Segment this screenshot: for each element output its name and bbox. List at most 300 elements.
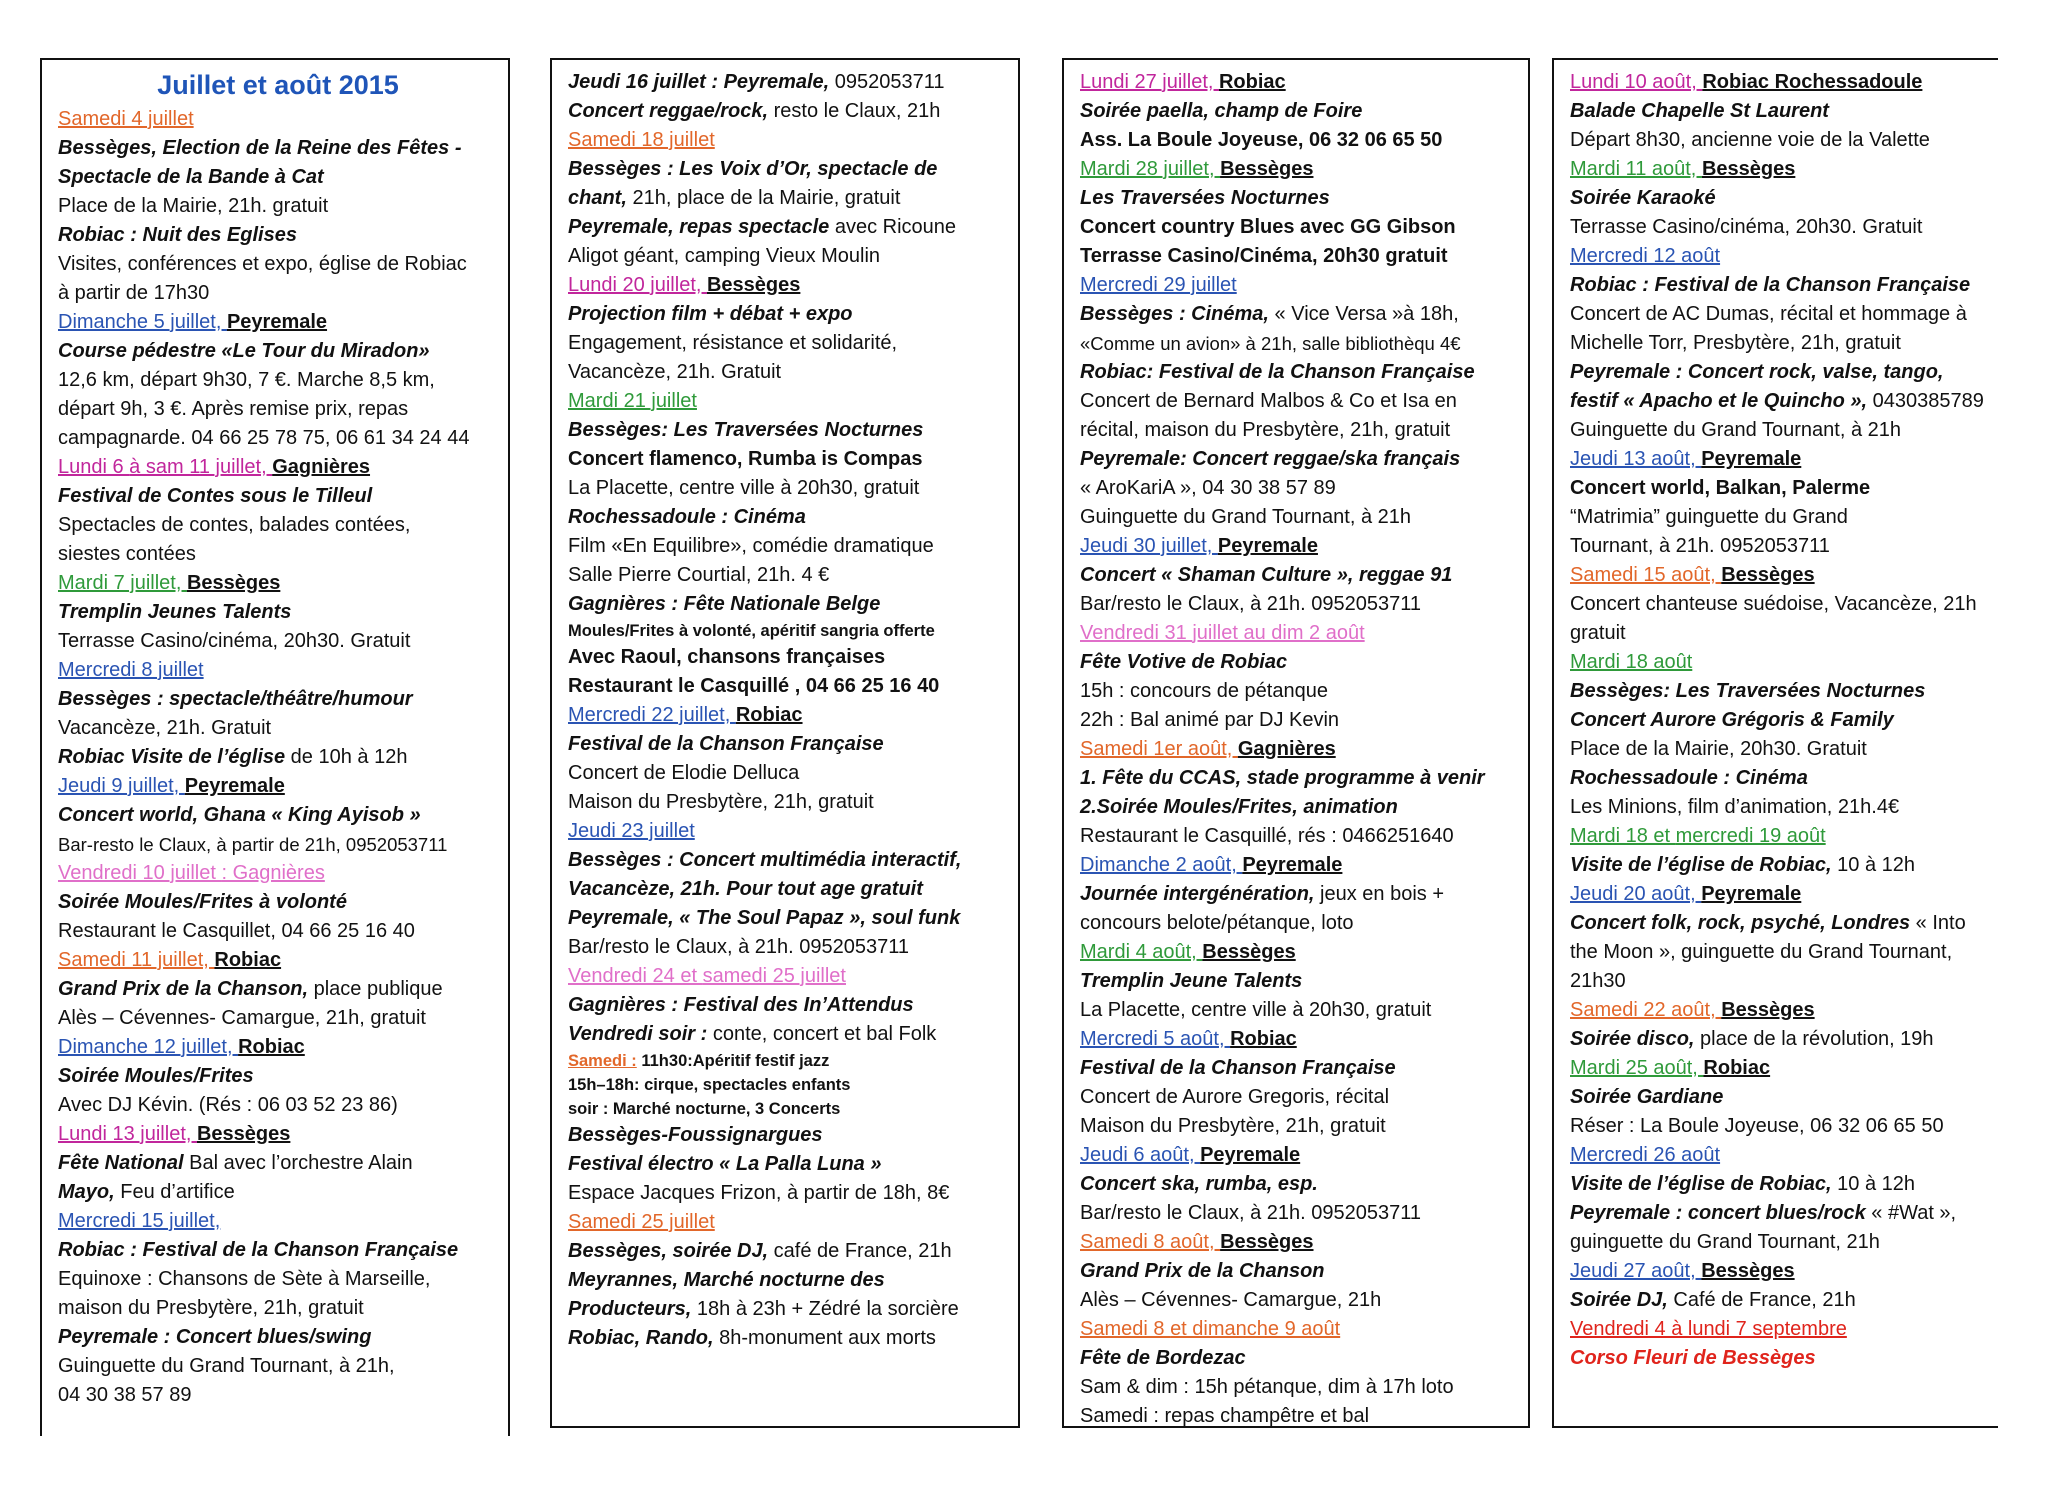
- event-text: Les Traversées Nocturnes: [1080, 187, 1330, 209]
- event-line: [58, 221, 498, 250]
- event-line: [568, 242, 1008, 271]
- event-line: [568, 1266, 1008, 1295]
- event-text: « Vice Versa »à 18h,: [1268, 303, 1459, 325]
- event-text: guinguette du Grand Tournant, 21h: [1570, 1231, 1880, 1253]
- event-text: Concert de AC Dumas, récital et hommage à: [1570, 303, 1967, 325]
- event-text: Equinoxe : Chansons de Sète à Marseille,: [58, 1268, 431, 1290]
- event-line: [568, 788, 1008, 817]
- event-line: [568, 590, 1008, 619]
- event-text: 10 à 12h: [1831, 1173, 1915, 1195]
- event-text: Mercredi 12 août: [1570, 245, 1721, 267]
- event-text: Robiac : Festival de la Chanson Française: [1570, 274, 1971, 296]
- event-date: [1570, 880, 1988, 909]
- event-date: [1080, 1315, 1518, 1344]
- event-line: [58, 163, 498, 192]
- event-text: Samedi 15 août,: [1570, 564, 1722, 586]
- event-text: Concert Aurore Grégoris & Family: [1570, 709, 1894, 731]
- event-text: Jeudi 6 août,: [1080, 1144, 1201, 1166]
- event-line: [1570, 358, 1988, 387]
- event-text: Tremplin Jeunes Talents: [58, 601, 292, 623]
- event-line: [568, 561, 1008, 590]
- event-line: [568, 619, 1008, 643]
- event-text: récital, maison du Presbytère, 21h, gratuit: [1080, 419, 1451, 441]
- event-date: [568, 1208, 1008, 1237]
- event-text: Samedi 8: [1080, 1318, 1171, 1340]
- event-line: [58, 511, 498, 540]
- event-line: [1570, 793, 1988, 822]
- event-text: Robiac: Festival de la Chanson Française: [1080, 361, 1475, 383]
- event-text: 2.Soirée Moules/Frites, animation: [1080, 796, 1398, 818]
- event-text: Soirée disco,: [1570, 1028, 1695, 1050]
- event-line: [1570, 764, 1988, 793]
- event-text: Bal avec l’orchestre Alain: [183, 1152, 413, 1174]
- event-text: maison du Presbytère, 21h, gratuit: [58, 1297, 364, 1319]
- event-line: [1570, 967, 1988, 996]
- event-line: [1080, 822, 1518, 851]
- event-line: [568, 672, 1008, 701]
- event-text: Rando,: [640, 1327, 714, 1349]
- event-text: Peyremale, repas spectacle: [568, 216, 830, 238]
- event-line: [1570, 1112, 1988, 1141]
- event-line: [58, 1004, 498, 1033]
- event-text: Spectacle de la Bande à Cat: [58, 166, 324, 188]
- event-date: [568, 701, 1008, 730]
- event-text: Ass. La Boule Joyeuse, 06 32 06 65 50: [1080, 129, 1443, 151]
- event-text: 10 à 12h: [1831, 854, 1915, 876]
- event-line: [58, 424, 498, 453]
- event-date: [58, 656, 498, 685]
- event-line: [1080, 793, 1518, 822]
- event-line: [568, 1324, 1008, 1353]
- event-text: 0430385789: [1867, 390, 1984, 412]
- event-line: [568, 991, 1008, 1020]
- event-text: festif « Apacho et le Quincho »,: [1570, 390, 1868, 412]
- event-line: [568, 1179, 1008, 1208]
- event-text: Peyremale, « The Soul Papaz », soul funk: [568, 907, 961, 929]
- event-text: Sam & dim : 15h pétanque, dim à 17h loto: [1080, 1376, 1454, 1398]
- event-line: [58, 1352, 498, 1381]
- event-text: Rochessadoule : Cinéma: [568, 506, 806, 528]
- event-date: [58, 946, 498, 975]
- event-text: Meyrannes, Marché nocturne des: [568, 1269, 885, 1291]
- event-text: Visite de l’église de Robiac,: [1570, 1173, 1832, 1195]
- event-text: Robiac: [214, 949, 282, 971]
- event-date: [1570, 1315, 1988, 1344]
- event-line: [1080, 329, 1518, 358]
- event-text: 18h à 23h + Zédré la sorcière: [691, 1298, 959, 1320]
- event-text: Tremplin Jeune Talents: [1080, 970, 1303, 992]
- event-text: the Moon », guinguette du Grand Tournant,: [1570, 941, 1953, 963]
- event-text: 04 30 38 57 89: [58, 1384, 192, 1406]
- event-text: Concert reggae/rock,: [568, 100, 769, 122]
- event-text: Avec Raoul, chansons françaises: [568, 646, 886, 668]
- event-line: [568, 933, 1008, 962]
- event-date: [58, 1120, 498, 1149]
- event-line: [568, 97, 1008, 126]
- event-text: Jeudi 30 juillet,: [1080, 535, 1218, 557]
- event-text: Terrasse Casino/cinéma, 20h30. Gratuit: [58, 630, 411, 652]
- event-line: [1080, 416, 1518, 445]
- event-line: [1570, 126, 1988, 155]
- event-line: [58, 134, 498, 163]
- event-line: [1570, 1344, 1988, 1373]
- event-text: Robiac Visite de l’église: [58, 746, 286, 768]
- event-text: Fête Votive de Robiac: [1080, 651, 1288, 673]
- event-text: avec Ricoune: [829, 216, 957, 238]
- event-text: Les Minions, film d’animation, 21h.4€: [1570, 796, 1900, 818]
- event-text: Bessèges : Cinéma,: [1080, 303, 1269, 325]
- event-line: [1570, 938, 1988, 967]
- event-line: [568, 759, 1008, 788]
- event-text: Spectacles de contes, balades contées,: [58, 514, 411, 536]
- event-text: Dimanche 2 août,: [1080, 854, 1243, 876]
- event-text: Bessèges: [1202, 941, 1296, 963]
- event-line: [1080, 880, 1518, 909]
- event-date: [1080, 271, 1518, 300]
- event-text: Jeudi 20 août,: [1570, 883, 1702, 905]
- event-text: Lundi 6: [58, 456, 130, 478]
- event-text: Alès – Cévennes- Camargue, 21h: [1080, 1289, 1382, 1311]
- event-date: [1570, 445, 1988, 474]
- event-text: Soirée Gardiane: [1570, 1086, 1724, 1108]
- event-text: Bessèges : Concert multimédia interactif,: [568, 849, 962, 871]
- event-line: [1080, 1344, 1518, 1373]
- event-line: [1080, 97, 1518, 126]
- page-title: Juillet et août 2015: [157, 70, 399, 100]
- event-date: [1080, 619, 1518, 648]
- event-text: Jeudi 27 août,: [1570, 1260, 1702, 1282]
- event-text: Maison du Presbytère, 21h, gratuit: [1080, 1115, 1386, 1137]
- event-line: [1080, 1402, 1518, 1428]
- event-line: [58, 917, 498, 946]
- event-line: [1080, 1083, 1518, 1112]
- event-text: 15h : concours de pétanque: [1080, 680, 1328, 702]
- event-line: [568, 1073, 1008, 1097]
- event-text: Lundi 13 juillet,: [58, 1123, 197, 1145]
- event-text: Terrasse Casino/Cinéma, 20h30 gratuit: [1080, 245, 1448, 267]
- event-text: Corso Fleuri de Bessèges: [1570, 1347, 1816, 1369]
- event-text: Soirée paella, champ de Foire: [1080, 100, 1363, 122]
- event-text: Balade Chapelle St Laurent: [1570, 100, 1829, 122]
- event-text: Restaurant le Casquillet, 04 66 25 16 40: [58, 920, 415, 942]
- event-date: [58, 772, 498, 801]
- event-date: [1570, 1257, 1988, 1286]
- event-text: : Gagnières: [221, 862, 325, 884]
- event-line: [568, 532, 1008, 561]
- event-text: 1. Fête du CCAS, stade programme à venir: [1080, 767, 1485, 789]
- event-text: Maison du Presbytère, 21h, gratuit: [568, 791, 874, 813]
- event-text: Robiac Rochessadoule: [1702, 71, 1923, 93]
- event-line: [1570, 213, 1988, 242]
- event-text: Mardi 18 et: [1570, 825, 1676, 847]
- event-line: [568, 643, 1008, 672]
- event-date: [58, 1033, 498, 1062]
- event-text: Mardi 21 juillet: [568, 390, 697, 412]
- event-line: [1080, 764, 1518, 793]
- event-text: Producteurs,: [568, 1298, 692, 1320]
- event-text: Peyremale : Concert blues/swing: [58, 1326, 372, 1348]
- event-line: [568, 846, 1008, 875]
- event-line: [1570, 590, 1988, 619]
- event-line: [1080, 677, 1518, 706]
- event-text: Robiac: [1703, 1057, 1771, 1079]
- event-text: Bessèges, Election de la Reine des Fêtes -: [58, 137, 462, 159]
- event-date: [1570, 561, 1988, 590]
- event-text: place publique: [308, 978, 443, 1000]
- event-line: [1080, 184, 1518, 213]
- event-line: [1080, 1112, 1518, 1141]
- event-text: La Placette, centre ville à 20h30, gratuit: [568, 477, 920, 499]
- event-line: [568, 1049, 1008, 1073]
- event-text: Bar-resto le Claux, à partir de 21h, 0952053711: [58, 834, 448, 855]
- event-text: Visites, conférences et expo, église de Robiac: [58, 253, 467, 275]
- event-date: [1570, 996, 1988, 1025]
- event-text: Festival électro « La Palla Luna »: [568, 1153, 882, 1175]
- event-text: Départ 8h30, ancienne voie de la Valette: [1570, 129, 1930, 151]
- event-text: gratuit: [1570, 622, 1626, 644]
- event-text: Concert ska, rumba, esp.: [1080, 1173, 1318, 1195]
- event-line: [568, 1020, 1008, 1049]
- event-date: [1570, 1141, 1988, 1170]
- event-text: Course pédestre «Le Tour du Miradon»: [58, 340, 430, 362]
- event-text: Bessèges: [1701, 1260, 1795, 1282]
- event-line: [58, 1062, 498, 1091]
- event-line: [568, 503, 1008, 532]
- event-text: Dimanche 5 juillet,: [58, 311, 227, 333]
- event-line: [58, 1294, 498, 1323]
- event-line: [1570, 909, 1988, 938]
- event-text: Bar/resto le Claux, à 21h. 0952053711: [568, 936, 909, 958]
- event-line: [58, 1178, 498, 1207]
- event-text: Bessèges: [1220, 158, 1314, 180]
- event-text: Bar/resto le Claux, à 21h. 0952053711: [1080, 593, 1421, 615]
- event-text: Projection film + débat + expo: [568, 303, 853, 325]
- event-text: Samedi 4 juillet: [58, 108, 194, 130]
- event-text: Robiac: [238, 1036, 305, 1058]
- event-text: Lundi 10 août,: [1570, 71, 1703, 93]
- event-line: [58, 250, 498, 279]
- event-text: Bessèges: [1220, 1231, 1314, 1253]
- event-line: [1570, 735, 1988, 764]
- event-line: [58, 540, 498, 569]
- event-text: Peyremale: [184, 775, 285, 797]
- event-text: Place de la Mairie, 21h. gratuit: [58, 195, 329, 217]
- event-line: [58, 395, 498, 424]
- event-date: [1080, 532, 1518, 561]
- event-line: [1570, 619, 1988, 648]
- event-text: Feu d’artifice: [120, 1181, 235, 1203]
- event-text: Samedi 1er août,: [1080, 738, 1238, 760]
- event-line: [1570, 1083, 1988, 1112]
- event-text: Jeudi 16 juillet : Peyremale,: [568, 71, 830, 93]
- event-date: [568, 387, 1008, 416]
- event-text: Film «En Equilibre», comédie dramatique: [568, 535, 934, 557]
- event-text: Bessèges, soirée DJ,: [568, 1240, 769, 1262]
- event-line: [568, 1295, 1008, 1324]
- event-line: [1570, 387, 1988, 416]
- event-text: Vendredi 4 à lundi 7 septembre: [1570, 1318, 1847, 1340]
- event-text: Terrasse Casino/cinéma, 20h30. Gratuit: [1570, 216, 1923, 238]
- event-text: Dimanche 12 juillet,: [58, 1036, 239, 1058]
- event-text: Avec DJ Kévin. (Rés : 06 03 52 23 86): [58, 1094, 398, 1116]
- event-text: Bessèges: [186, 572, 281, 594]
- event-text: La Placette, centre ville à 20h30, gratuit: [1080, 999, 1432, 1021]
- event-line: [58, 279, 498, 308]
- event-text: Peyremale: Concert reggae/ska français: [1080, 448, 1461, 470]
- event-line: [58, 192, 498, 221]
- event-line: [1570, 271, 1988, 300]
- event-text: Soirée Karaoké: [1570, 187, 1716, 209]
- event-text: Robiac: [1218, 71, 1286, 93]
- event-text: Moules/Frites à volonté, apéritif sangria offerte: [568, 622, 935, 640]
- event-text: Concert world, Ghana « King Ayisob »: [58, 804, 421, 826]
- event-text: Concert de Bernard Malbos & Co et Isa en: [1080, 390, 1457, 412]
- event-line: [568, 445, 1008, 474]
- event-date: [1080, 938, 1518, 967]
- event-text: Samedi 18 juillet: [568, 129, 715, 151]
- event-text: Bessèges: [1701, 158, 1796, 180]
- event-text: 15h–18h: cirque, spectacles enfants: [568, 1076, 851, 1094]
- event-text: Salle Pierre Courtial, 21h. 4 €: [568, 564, 830, 586]
- event-text: Vacancèze, 21h. Pour tout age gratuit: [568, 878, 923, 900]
- event-text: Vendredi 24 et: [568, 965, 703, 987]
- event-date: [58, 859, 498, 888]
- event-text: Grand Prix de la Chanson: [1080, 1260, 1325, 1282]
- event-text: Samedi : repas champêtre et bal: [1080, 1405, 1370, 1427]
- event-line: [1570, 1199, 1988, 1228]
- event-text: conte, concert et bal Folk: [707, 1023, 937, 1045]
- event-text: Mardi 7 juillet,: [58, 572, 187, 594]
- event-line: [1570, 851, 1988, 880]
- column-2: [550, 58, 1020, 1428]
- event-text: Réser : La Boule Joyeuse, 06 32 06 65 50: [1570, 1115, 1944, 1137]
- event-text: campagnarde. 04 66 25 78 75, 06 61 34 24 44: [58, 427, 470, 449]
- event-line: [58, 830, 498, 859]
- event-line: [1570, 184, 1988, 213]
- event-text: Festival de la Chanson Française: [1080, 1057, 1396, 1079]
- event-line: [1080, 590, 1518, 619]
- event-date: [568, 126, 1008, 155]
- event-date: [58, 569, 498, 598]
- event-text: Mardi 28 juillet,: [1080, 158, 1221, 180]
- event-text: Bessèges : Les Voix d’Or, spectacle de: [568, 158, 938, 180]
- event-line: [1570, 706, 1988, 735]
- event-line: [1570, 1286, 1988, 1315]
- event-text: Engagement, résistance et solidarité,: [568, 332, 898, 354]
- event-text: Gagnières: [272, 456, 371, 478]
- event-line: [58, 801, 498, 830]
- event-text: Robiac : Festival de la Chanson Française: [58, 1239, 459, 1261]
- event-text: Grand Prix de la Chanson,: [58, 978, 309, 1000]
- event-text: Vendredi: [568, 1023, 659, 1045]
- event-text: et dimanche 9 août: [1170, 1318, 1341, 1340]
- event-text: Festival de Contes sous le Tilleul: [58, 485, 373, 507]
- event-text: Vacancèze, 21h. Gratuit: [568, 361, 782, 383]
- event-line: [1080, 474, 1518, 503]
- event-text: Gagnières : Fête Nationale Belge: [568, 593, 881, 615]
- event-line: [568, 155, 1008, 184]
- event-date: [1570, 648, 1988, 677]
- event-text: Mardi 11 août,: [1570, 158, 1702, 180]
- event-text: «Comme un avion» à 21h, salle bibliothèqu 4€: [1080, 333, 1461, 354]
- column-4: [1552, 58, 1998, 1428]
- event-text: Bessèges: [1721, 999, 1815, 1021]
- event-line: [1570, 1025, 1988, 1054]
- event-text: café de France, 21h: [768, 1240, 952, 1262]
- event-text: Journée intergénération,: [1080, 883, 1315, 905]
- event-text: samedi 25 juillet: [702, 965, 846, 987]
- event-line: [58, 598, 498, 627]
- event-text: Lundi 27 juillet,: [1080, 71, 1219, 93]
- event-text: Mardi 18 août: [1570, 651, 1693, 673]
- event-line: [1080, 561, 1518, 590]
- event-line: [1080, 387, 1518, 416]
- event-date: [1080, 155, 1518, 184]
- event-text: Samedi 22 août,: [1570, 999, 1722, 1021]
- event-text: « Into: [1910, 912, 1966, 934]
- event-text: Bessèges: [706, 274, 801, 296]
- event-line: [58, 975, 498, 1004]
- event-text: 11h30:Apéritif festif jazz: [636, 1052, 830, 1070]
- event-text: à sam 11 juillet,: [129, 456, 273, 478]
- event-date: [1080, 851, 1518, 880]
- event-text: Soirée Moules/Frites à volonté: [58, 891, 347, 913]
- event-text: Robiac,: [568, 1327, 641, 1349]
- event-text: place de la révolution, 19h: [1694, 1028, 1934, 1050]
- event-line: [58, 1091, 498, 1120]
- event-text: Café de France, 21h: [1667, 1289, 1856, 1311]
- event-line: [568, 730, 1008, 759]
- event-text: de 10h à 12h: [285, 746, 408, 768]
- event-text: 21h, place de la Mairie, gratuit: [626, 187, 901, 209]
- event-text: Jeudi 13 août,: [1570, 448, 1702, 470]
- event-text: Place de la Mairie, 20h30. Gratuit: [1570, 738, 1867, 760]
- event-date: [1080, 1141, 1518, 1170]
- event-line: [1570, 97, 1988, 126]
- event-text: Soirée Moules/Frites: [58, 1065, 254, 1087]
- event-line: [1080, 503, 1518, 532]
- event-text: Alès – Cévennes- Camargue, 21h, gratuit: [58, 1007, 426, 1029]
- event-line: [1570, 474, 1988, 503]
- event-text: siestes contées: [58, 543, 196, 565]
- event-text: Visite de l’église de Robiac,: [1570, 854, 1832, 876]
- event-line: [568, 904, 1008, 933]
- event-text: Peyremale : Concert rock, valse, tango,: [1570, 361, 1944, 383]
- event-date: [58, 105, 498, 134]
- event-line: [1080, 648, 1518, 677]
- event-text: Peyremale: [226, 311, 328, 333]
- event-date: [568, 271, 1008, 300]
- event-date: [1080, 1025, 1518, 1054]
- event-text: Tournant, à 21h. 0952053711: [1570, 535, 1830, 557]
- event-text: Concert country Blues avec GG Gibson: [1080, 216, 1456, 238]
- event-text: jeux en bois +: [1314, 883, 1445, 905]
- event-text: 8h-monument aux morts: [713, 1327, 936, 1349]
- event-date: [1570, 68, 1988, 97]
- event-line: [1080, 300, 1518, 329]
- event-text: Mardi 4 août,: [1080, 941, 1203, 963]
- event-text: Peyremale: [1217, 535, 1318, 557]
- event-line: [1080, 358, 1518, 387]
- event-line: [568, 1121, 1008, 1150]
- column-3: [1062, 58, 1530, 1428]
- event-text: « AroKariA », 04 30 38 57 89: [1080, 477, 1336, 499]
- event-text: concours belote/pétanque, loto: [1080, 912, 1354, 934]
- event-date: [58, 1207, 498, 1236]
- event-line: [1080, 1286, 1518, 1315]
- event-text: Concert chanteuse suédoise, Vacancèze, 21h: [1570, 593, 1977, 615]
- event-text: Concert de Aurore Gregoris, récital: [1080, 1086, 1390, 1108]
